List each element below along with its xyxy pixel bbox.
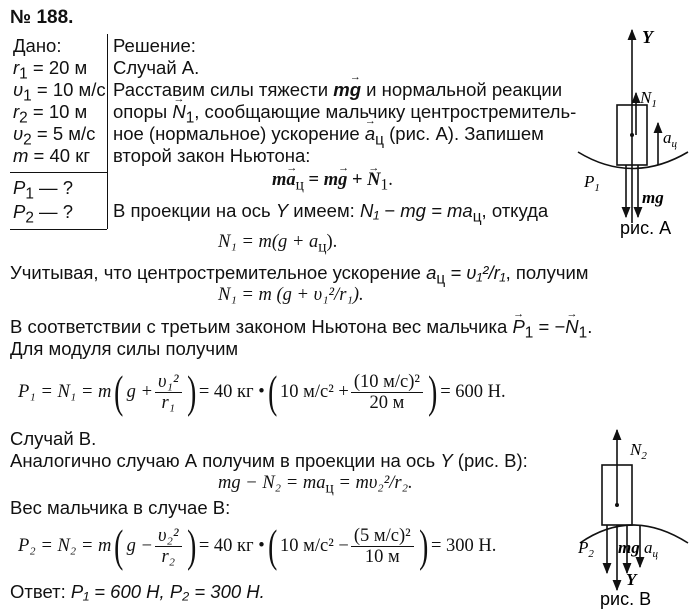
given-vertical-line	[107, 34, 108, 229]
case-b-line-1: Аналогично случаю А получим в проекции на ось Y (рис. В):	[10, 450, 528, 471]
case-b-heading: Случай В.	[10, 428, 97, 449]
normal-force-label-b: $N_2$	[630, 440, 647, 462]
given-m: m = 40 кг	[13, 145, 91, 166]
problem-number: № 188.	[10, 7, 74, 28]
given-v2: $\upsilon_2 = 5$ м/с	[13, 123, 96, 149]
find-p2: $P_2$ — ?	[13, 201, 73, 227]
normal-force-expanded: N₁ = m (g + υ₁²/r₁).	[218, 285, 364, 305]
y-axis-label: Y	[642, 27, 653, 47]
paragraph-line-4: второй закон Ньютона:	[113, 145, 311, 166]
modulus-line: Для модуля силы получим	[10, 338, 239, 359]
paragraph-line-3: ное (нормальное) ускорение → $a_ц$ (рис. А). Запишем	[113, 123, 544, 151]
given-bottom-line	[10, 229, 107, 230]
newton-second-law-equation: $m\to a_ц = m\to g$ + → $N_1$.	[272, 170, 393, 196]
paragraph-line-1: Расставим силы тяжести m→ g и нормальной реакции	[113, 79, 562, 100]
answer-line: Ответ: P₁ = 600 Н, P₂ = 300 Н.	[10, 581, 265, 602]
figure-a	[570, 25, 695, 240]
track-curve	[578, 152, 688, 169]
figure-b-caption: рис. В	[600, 589, 652, 609]
weight-a-equation: P₁ = N₁ = m ( g + $\frac{\text{υ₁²}}{\text{r₁}}$ ) = 40 кг • ( 10 м/с² + $\frac{\text{(10 м/с)²}}{20 м}$ ) = 600 Н.	[18, 366, 506, 417]
weight-label: $P_1$	[584, 172, 600, 194]
gravity-label: mg	[642, 188, 664, 207]
given-divider	[10, 172, 107, 173]
figure-a-caption: рис. А	[620, 218, 672, 238]
weight-b-equation: P₂ = N₂ = m ( g − $\frac{\text{υ₂²}}{\text{r₂}}$ ) = 40 кг • ( 10 м/с² − $\frac{\text{(5 м/с)²}}{10 м}$ ) = 300 Н.	[18, 520, 497, 571]
acceleration-label: $a_ц$	[663, 128, 677, 150]
y-axis-label-b: Y	[626, 570, 637, 589]
given-label: Дано:	[13, 35, 62, 56]
case-a-heading: Случай А.	[113, 57, 200, 78]
given-r2: $r_2 = 10$ м	[13, 101, 88, 127]
centripetal-line: Учитывая, что центростремительное ускорение $a_ц = \upsilon_1^2/r_1$, получим	[10, 262, 589, 288]
normal-force-equation: $N_1 = m(g + a_ц)$.	[218, 232, 338, 256]
projection-line: В проекции на ось Y имеем: N₁ − mg = $ma_ц$, откуда	[113, 200, 549, 226]
find-p1: $P_1$ — ?	[13, 177, 73, 203]
case-b-equation: mg − $N_2 = ma_ц = m\upsilon_2^2/r_2$.	[218, 473, 413, 497]
given-r1: $r_1 = 20$ м	[13, 57, 88, 83]
gravity-label-b: mg	[618, 538, 640, 557]
weight-b-line: Вес мальчика в случае В:	[10, 497, 231, 518]
solution-label: Решение:	[113, 35, 196, 56]
normal-force-label: $N_1$	[640, 88, 657, 110]
figure-b	[572, 425, 697, 610]
weight-label-b: $P_2$	[578, 538, 594, 560]
given-v1: $\upsilon_1 = 10$ м/с	[13, 79, 106, 105]
newton-third-law-line: В соответствии с третьим законом Ньютона вес мальчика → $P_1$ = −→ $N_1$.	[10, 316, 592, 344]
paragraph-line-2: опоры → $N_1$, сообщающие мальчику центростремитель-	[113, 101, 576, 129]
acceleration-label-b: $a_ц$	[644, 538, 658, 560]
